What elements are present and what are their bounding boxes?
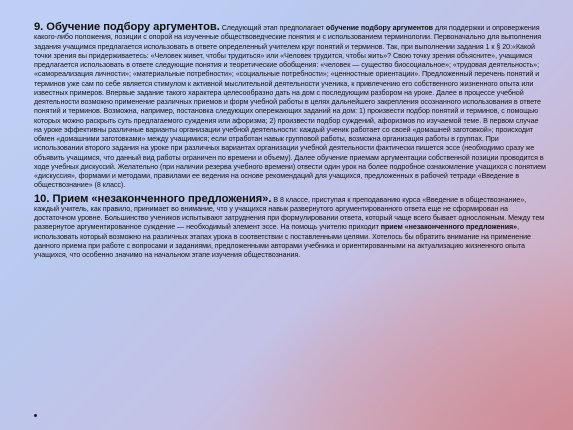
text-segment: В 8 классе, приступая к преподаванию курса «Введение в обществознание», каждый учитель, как правило, принимает во внимание, что у учащихся навык развернутого аргументированного ответа еще не сформирован на достаточном уровне. Большинство учеников испытывают затруднения при формулировании ответа, который чаще всего бывает односложным. Между тем развернутое аргументированное суждение — необходимый элемент эссе. На помощь учителю приходит [34, 195, 545, 232]
heading-argument-selection: 9. Обучение подбору аргументов. [34, 21, 220, 33]
bullet-marker [34, 414, 37, 417]
paragraph-argument-selection [34, 22, 548, 191]
text-segment: , использовать который возможно на различных этапах урока в соответствии с поставленными целями. Хотелось бы обратить внимание на применение данного приема при работе с вопросами и заданиями, предложенными авторами учебника и ориентированными на актуализацию жизненного опыта учащихся, что особенно значимо на начальном этапе изучения обществознания. [34, 223, 531, 259]
text-segment: для поддержки и опровержения какого-либо положения, позиции с опорой на изученные обществоведческие понятия и с использованием терминологии. Первоначально для выполнения задания учащимся предлагается использовать в ответе определенный учителем круг понятий и терминов. Так, при выполнении задания 1 к § 20:«Какой точки зрения вы придерживаетесь: «Человек живет, чтобы трудиться» или «Человек трудится, чтобы жить»? Свою точку зрения объясните», учащимся предлагается использовать в ответе следующие понятия и теоретические обобщения: «человек — существо биосоциальное»; «трудовая деятельность»; «самореализация личности»; «материальные потребности»; «социальные потребности»; «ценностные ориентации». Предложенный перечень понятий и терминов уже сам по себе является стимулом к активной мыслительной деятельности ученика, к привлечению его собственного жизненного опыта или известных примеров. Впервые задание такого характера целесообразно дать на дом с последующим разбором на уроке. Далее в процессе учебной деятельности возможно применение различных приемов и форм учебной работы в целях дальнейшего закрепления осознанного использования в ответе понятий и терминов. Возможна, например, постановка следующих опережающих заданий на дом: 1) произвести подбор понятий и терминов, с помощью которых можно раскрыть суть предлагаемого суждения или афоризма; 2) произвести подбор суждений, афоризмов по изучаемой теме. В первом случае на уроке эффективны различные варианты организации учебной деятельности: каждый ученик работает со своей «домашней заготовкой»; происходит обмен «домашними заготовками» между учащимися; если отработан навык групповой работы, возможна организация работы в группах. При использовании второго задания на уроке при различных вариантах организации учебной деятельности фактически пишется эссе (необходимо сразу же объявить учащимся, что данный вид работы ограничен по времени и объему). Далее обучение приемам аргументации собственной позиции проводится в ходе учебных дискуссий. Желательно (при наличии резерва учебного времени) отвести один урок на более подробное ознакомление учащихся с понятием «дискуссия», формами и методами, правилами ее ведения на основе рекомендаций для учащихся, предложенных в рабочей тетради «Введение в обществознание» (8 класс). [34, 24, 546, 190]
emphasis-unfinished-sentence: прием «незаконченного предложения» [380, 223, 518, 232]
text-segment: Следующий этап предполагает [219, 24, 326, 32]
paragraph-unfinished-sentence [34, 194, 548, 261]
slide-content [34, 22, 548, 260]
heading-unfinished-sentence: 10. Прием «незаконченного предложения». [34, 192, 272, 205]
emphasis-argument-selection: обучение подбору аргументов [325, 24, 434, 32]
